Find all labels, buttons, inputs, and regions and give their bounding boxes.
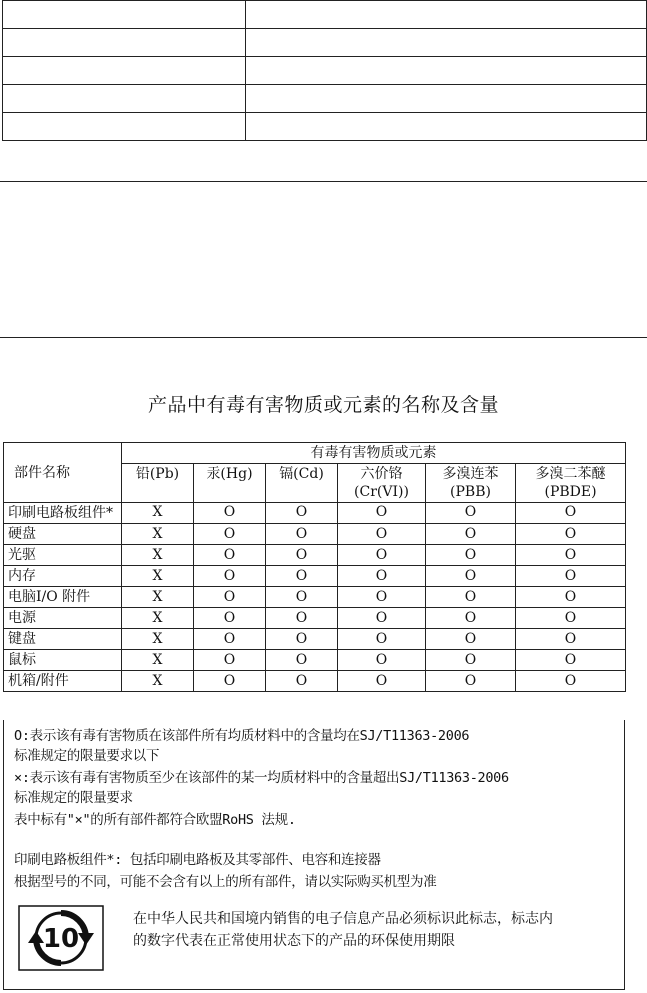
note-x-line2: 标准规定的限量要求 bbox=[14, 790, 133, 806]
value-cell: O bbox=[426, 608, 516, 629]
value-cell: O bbox=[516, 503, 626, 524]
table-row bbox=[3, 113, 647, 141]
column-header-line2 bbox=[194, 483, 265, 501]
column-header-line2: (PBB) bbox=[450, 484, 491, 500]
value-cell: X bbox=[122, 608, 194, 629]
arrow-down-icon bbox=[78, 933, 94, 945]
note-x-line1: ×:表示该有毒有害物质至少在该部件的某一均质材料中的含量超出SJ/T11363-2006 bbox=[14, 770, 509, 786]
table-row bbox=[3, 85, 647, 113]
table-row bbox=[4, 608, 626, 629]
value-cell: X bbox=[122, 650, 194, 671]
column-header bbox=[426, 464, 516, 503]
value-cell: O bbox=[266, 608, 338, 629]
table-row bbox=[4, 545, 626, 566]
part-name-cell: 内存 bbox=[4, 566, 122, 587]
column-header-line2: (PBDE) bbox=[544, 484, 597, 500]
part-name-cell: 光驱 bbox=[4, 545, 122, 566]
value-cell: O bbox=[194, 503, 266, 524]
column-header bbox=[516, 464, 626, 503]
column-header bbox=[194, 464, 266, 503]
value-cell: O bbox=[266, 629, 338, 650]
column-header bbox=[338, 464, 426, 503]
value-cell: O bbox=[426, 566, 516, 587]
value-cell: X bbox=[122, 587, 194, 608]
value-cell: O bbox=[194, 587, 266, 608]
value-cell: X bbox=[122, 629, 194, 650]
value-cell: O bbox=[516, 566, 626, 587]
value-cell: O bbox=[266, 671, 338, 692]
column-header-line2: (Cr(VI)) bbox=[354, 484, 409, 500]
blank-cell bbox=[246, 57, 647, 85]
value-cell: O bbox=[516, 524, 626, 545]
value-cell: O bbox=[516, 650, 626, 671]
value-cell: O bbox=[516, 608, 626, 629]
blank-cell bbox=[3, 29, 246, 57]
value-cell: O bbox=[426, 524, 516, 545]
part-header: 部件名称 bbox=[4, 443, 122, 503]
table-row bbox=[4, 650, 626, 671]
value-cell: O bbox=[426, 629, 516, 650]
value-cell: X bbox=[122, 671, 194, 692]
value-cell: O bbox=[516, 587, 626, 608]
column-header-line1: 多溴二苯醚 bbox=[535, 466, 606, 482]
column-header-line1: 汞(Hg) bbox=[206, 466, 253, 482]
value-cell: O bbox=[338, 608, 426, 629]
environmental-protection-period-logo bbox=[18, 905, 104, 971]
value-cell: O bbox=[338, 545, 426, 566]
table-row bbox=[4, 671, 626, 692]
value-cell: O bbox=[194, 650, 266, 671]
value-cell: O bbox=[266, 524, 338, 545]
value-cell: O bbox=[426, 671, 516, 692]
table-row bbox=[4, 587, 626, 608]
top-blank-table bbox=[2, 0, 647, 141]
blank-cell bbox=[246, 1, 647, 29]
column-header bbox=[266, 464, 338, 503]
note-pcb: 印刷电路板组件*: 包括印刷电路板及其零部件、电容和连接器 bbox=[14, 852, 381, 868]
table-row bbox=[3, 1, 647, 29]
value-cell: O bbox=[338, 650, 426, 671]
value-cell: O bbox=[426, 503, 516, 524]
logo-text-line1: 在中华人民共和国境内销售的电子信息产品必须标识此标志，标志内 bbox=[133, 911, 553, 927]
table-row bbox=[3, 29, 647, 57]
part-name-cell: 硬盘 bbox=[4, 524, 122, 545]
column-header-line2 bbox=[122, 483, 193, 501]
value-cell: O bbox=[266, 566, 338, 587]
part-name-cell: 鼠标 bbox=[4, 650, 122, 671]
note-model: 根据型号的不同，可能不会含有以上的所有部件，请以实际购买机型为准 bbox=[14, 874, 437, 890]
column-header bbox=[122, 464, 194, 503]
blank-cell bbox=[246, 85, 647, 113]
value-cell: O bbox=[338, 566, 426, 587]
value-cell: O bbox=[338, 629, 426, 650]
table-row bbox=[3, 57, 647, 85]
blank-cell bbox=[3, 1, 246, 29]
value-cell: O bbox=[516, 545, 626, 566]
value-cell: O bbox=[426, 587, 516, 608]
arrow-up-icon bbox=[28, 931, 44, 943]
value-cell: O bbox=[194, 545, 266, 566]
logo-text-line2: 的数字代表在正常使用状态下的产品的环保使用期限 bbox=[133, 933, 455, 949]
table-row bbox=[4, 524, 626, 545]
part-name-cell: 电源 bbox=[4, 608, 122, 629]
column-header-line1: 多溴连苯 bbox=[442, 466, 499, 482]
value-cell: O bbox=[194, 671, 266, 692]
note-o-line1: O:表示该有毒有害物质在该部件所有均质材料中的含量均在SJ/T11363-2006 bbox=[14, 728, 470, 744]
value-cell: O bbox=[338, 524, 426, 545]
value-cell: O bbox=[194, 524, 266, 545]
part-name-cell: 机箱/附件 bbox=[4, 671, 122, 692]
value-cell: O bbox=[194, 566, 266, 587]
group-header: 有毒有害物质或元素 bbox=[122, 443, 626, 464]
table-row bbox=[4, 566, 626, 587]
divider bbox=[0, 181, 647, 182]
part-name-cell: 电脑I/O 附件 bbox=[4, 587, 122, 608]
logo-number: 10 bbox=[42, 924, 80, 954]
hazard-table bbox=[3, 442, 626, 692]
value-cell: O bbox=[338, 503, 426, 524]
part-name-cell: 键盘 bbox=[4, 629, 122, 650]
value-cell: X bbox=[122, 566, 194, 587]
table-row bbox=[4, 503, 626, 524]
column-header-line2 bbox=[266, 483, 337, 501]
value-cell: O bbox=[266, 545, 338, 566]
value-cell: O bbox=[266, 503, 338, 524]
value-cell: O bbox=[194, 608, 266, 629]
header-row bbox=[4, 443, 626, 464]
column-header-line1: 镉(Cd) bbox=[279, 466, 324, 482]
column-header-line1: 铅(Pb) bbox=[135, 466, 180, 482]
value-cell: O bbox=[426, 650, 516, 671]
value-cell: O bbox=[194, 629, 266, 650]
blank-cell bbox=[3, 57, 246, 85]
divider bbox=[0, 337, 647, 338]
value-cell: O bbox=[516, 629, 626, 650]
value-cell: O bbox=[516, 671, 626, 692]
value-cell: X bbox=[122, 545, 194, 566]
note-o-line2: 标准规定的限量要求以下 bbox=[14, 748, 160, 764]
part-name-cell: 印刷电路板组件* bbox=[4, 503, 122, 524]
value-cell: O bbox=[338, 671, 426, 692]
column-header-line1: 六价铬 bbox=[360, 466, 403, 482]
note-rohs: 表中标有"×"的所有部件都符合欧盟RoHS 法规. bbox=[14, 812, 296, 828]
value-cell: X bbox=[122, 524, 194, 545]
blank-cell bbox=[246, 29, 647, 57]
value-cell: O bbox=[338, 587, 426, 608]
blank-cell bbox=[3, 85, 246, 113]
page-title: 产品中有毒有害物质或元素的名称及含量 bbox=[147, 394, 499, 416]
value-cell: O bbox=[426, 545, 516, 566]
value-cell: O bbox=[266, 587, 338, 608]
blank-cell bbox=[3, 113, 246, 141]
blank-cell bbox=[246, 113, 647, 141]
value-cell: X bbox=[122, 503, 194, 524]
value-cell: O bbox=[266, 650, 338, 671]
table-row bbox=[4, 629, 626, 650]
